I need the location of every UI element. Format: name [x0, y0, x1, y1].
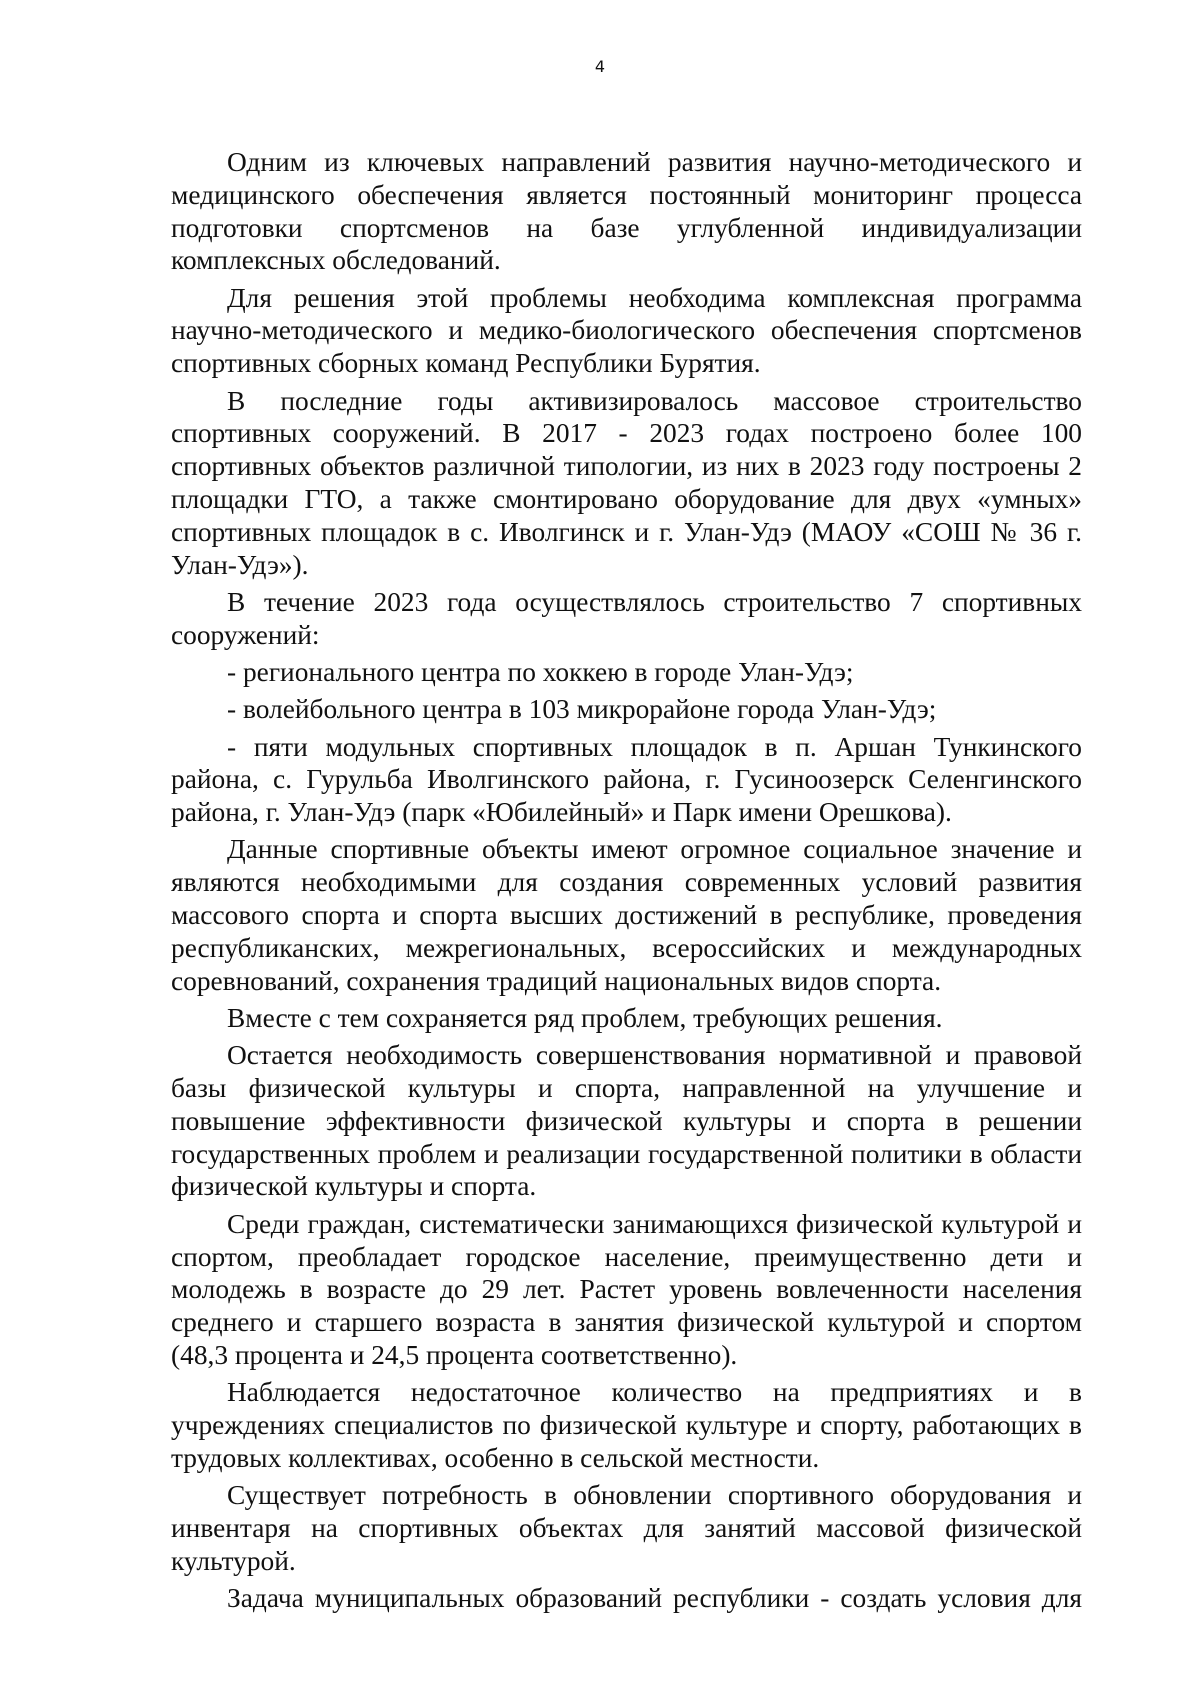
paragraph-construction: В последние годы активизировалось массовое строительство спортивных сооружений. В 2017 - 2023 годах построено более 100 спортивных объектов различной типологии, из них в 2023 году построены 2 площадки ГТО, а также смонтировано оборудование для двух «умных» спортивных площадок в с. Иволгинск и г. Улан-Удэ (МАОУ «СОШ № 36 г. Улан-Удэ»). [171, 385, 1082, 580]
paragraph-construction-2023: В течение 2023 года осуществлялось строительство 7 спортивных сооружений: [171, 586, 1082, 650]
paragraph-equipment: Существует потребность в обновлении спортивного оборудования и инвентаря на спортивных объектах для занятий массовой физической культурой. [171, 1480, 1082, 1576]
paragraph-citizens: Среди граждан, систематически занимающихся физической культурой и спортом, преобладает городское население, преимущественно дети и молодежь в возрасте до 29 лет. Растет уровень вовлеченности населения среднего и старшего возраста в занятия физической культурой и спортом (48,3 процента и 24,5 процента соответственно). [171, 1208, 1082, 1370]
list-item-modular-grounds: - пяти модульных спортивных площадок в п. Аршан Тункинского района, с. Гурульба Иволгинского района, г. Гусиноозерск Селенгинского района, г. Улан-Удэ (парк «Юбилейный» и Парк имени Орешкова). [171, 731, 1082, 828]
paragraph-regulatory-base: Остается необходимость совершенствования нормативной и правовой базы физической культуры и спорта, направленной на улучшение и повышение эффективности физической культуры и спорта в решении государственных проблем и реализации государственной политики в области физической культуры и спорта. [171, 1040, 1082, 1202]
paragraph-monitoring: Одним из ключевых направлений развития научно-методического и медицинского обеспечения является постоянный мониторинг процесса подготовки спортсменов на базе углубленной индивидуализации комплексных обследований. [171, 147, 1082, 276]
document-body [171, 146, 1082, 1615]
list-item-hockey-center: - регионального центра по хоккею в городе Улан-Удэ; [227, 656, 854, 687]
paragraph-problems: Вместе с тем сохраняется ряд проблем, требующих решения. [227, 1002, 943, 1033]
paragraph-social-significance: Данные спортивные объекты имеют огромное социальное значение и являются необходимыми для создания современных условий развития массового спорта и спорта высших достижений в республике, проведения республиканских, межрегиональных, всероссийских и международных соревнований, сохранения традиций национальных видов спорта. [171, 834, 1082, 996]
paragraph-program: Для решения этой проблемы необходима комплексная программа научно-методического и медико-биологического обеспечения спортсменов спортивных сборных команд Республики Бурятия. [171, 282, 1082, 379]
paragraph-municipal-task: Задача муниципальных образований республики - создать условия для [227, 1582, 1082, 1613]
page-number: 4 [594, 57, 606, 76]
list-item-volleyball-center: - волейбольного центра в 103 микрорайоне города Улан-Удэ; [227, 694, 937, 725]
paragraph-specialists: Наблюдается недостаточное количество на предприятиях и в учреждениях специалистов по физической культуре и спорту, работающих в трудовых коллективах, особенно в сельской местности. [171, 1377, 1082, 1473]
